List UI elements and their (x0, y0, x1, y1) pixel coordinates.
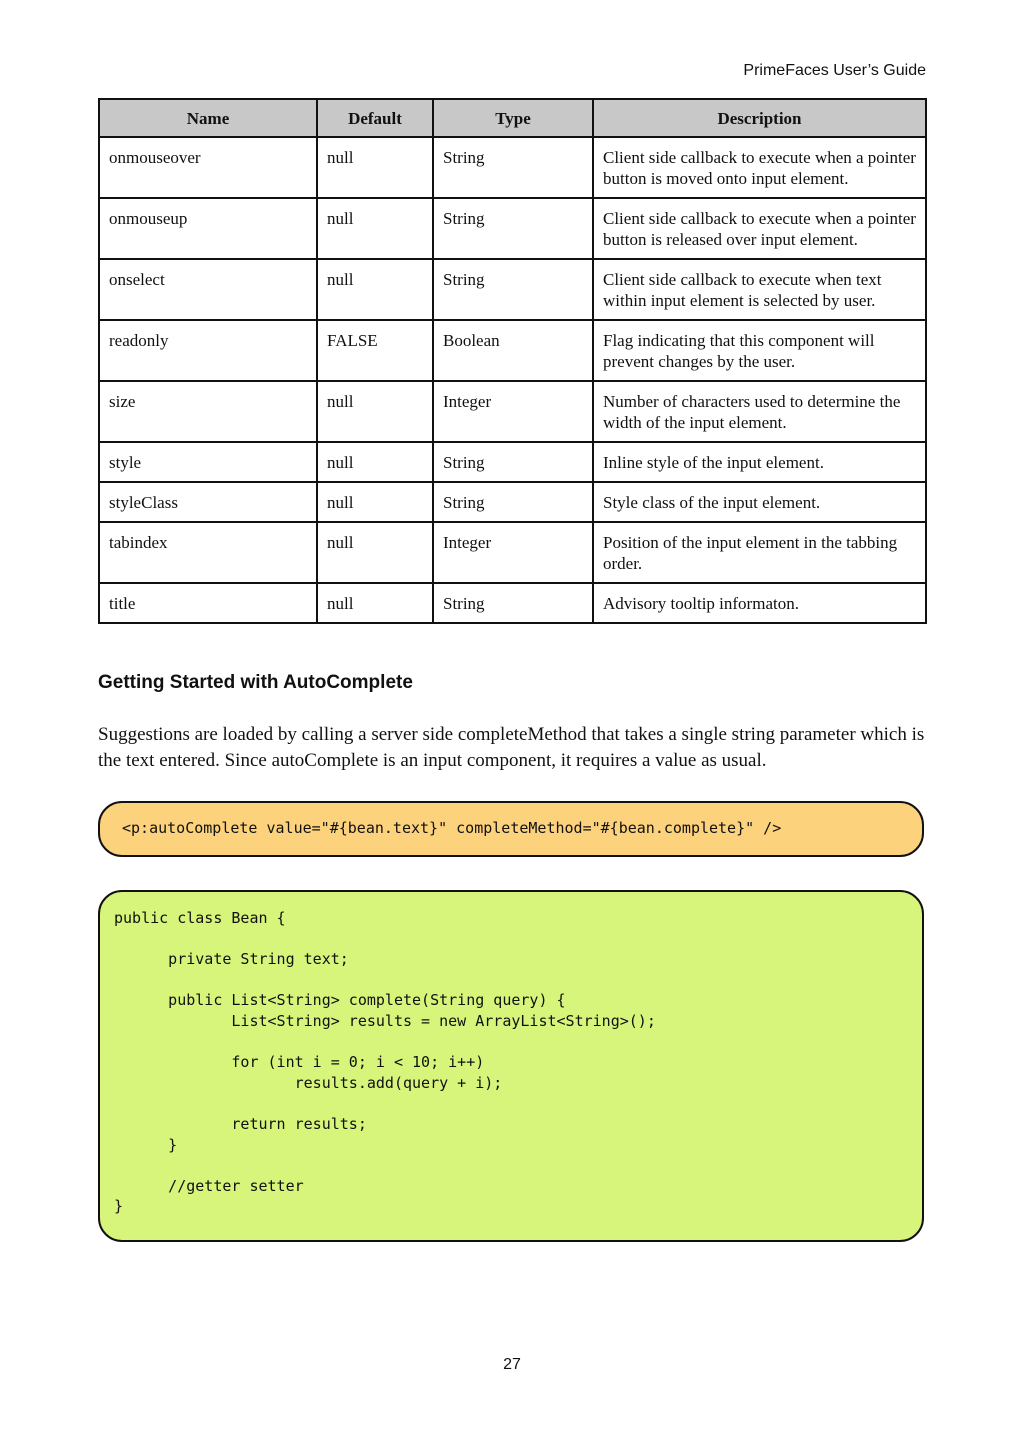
column-header-name: Name (99, 99, 317, 137)
cell-description: Client side callback to execute when text within input element is selected by user. (593, 259, 926, 320)
table-row (99, 583, 926, 623)
column-header-type: Type (433, 99, 593, 137)
attributes-table (98, 98, 927, 624)
cell-default: null (317, 381, 433, 442)
cell-description: Style class of the input element. (593, 482, 926, 522)
running-header: PrimeFaces User’s Guide (743, 62, 926, 79)
code-line: return results; (114, 1114, 367, 1133)
code-line: //getter setter (114, 1176, 304, 1195)
cell-description: Advisory tooltip informaton. (593, 583, 926, 623)
section-heading: Getting Started with AutoComplete (98, 672, 413, 693)
code-line: } (114, 1135, 178, 1154)
cell-description: Flag indicating that this component will prevent changes by the user. (593, 320, 926, 381)
code-line: <p:autoComplete value="#{bean.text}" completeMethod="#{bean.complete}" /> (122, 819, 782, 837)
table-row (99, 522, 926, 583)
cell-type: String (433, 259, 593, 320)
xhtml-code-box (98, 801, 924, 857)
code-line: private String text; (114, 950, 349, 969)
cell-name: onmouseover (99, 137, 317, 198)
table-row (99, 259, 926, 320)
body-paragraph: Suggestions are loaded by calling a server side completeMethod that takes a single string parameter which is the text entered. Since autoComplete is an input component, it requires a value as usual. (98, 724, 925, 771)
cell-type: String (433, 482, 593, 522)
code-line (114, 929, 922, 950)
column-header-default: Default (317, 99, 433, 137)
page-number: 27 (503, 1356, 521, 1373)
code-line: results.add(query + i); (114, 1073, 503, 1092)
cell-description: Position of the input element in the tabbing order. (593, 522, 926, 583)
table-row (99, 137, 926, 198)
cell-description: Client side callback to execute when a pointer button is moved onto input element. (593, 137, 926, 198)
cell-default: null (317, 198, 433, 259)
cell-default: FALSE (317, 320, 433, 381)
cell-description: Inline style of the input element. (593, 442, 926, 482)
cell-default: null (317, 583, 433, 623)
cell-default: null (317, 522, 433, 583)
cell-name: tabindex (99, 522, 317, 583)
cell-type: String (433, 583, 593, 623)
java-code-box (98, 890, 924, 1242)
code-line (114, 1032, 922, 1053)
cell-default: null (317, 442, 433, 482)
cell-name: size (99, 381, 317, 442)
table-row (99, 381, 926, 442)
code-line: } (114, 1197, 124, 1216)
cell-name: readonly (99, 320, 317, 381)
cell-default: null (317, 259, 433, 320)
code-line: public List<String> complete(String query) { (114, 991, 566, 1010)
cell-name: title (99, 583, 317, 623)
code-line (114, 970, 922, 991)
cell-default: null (317, 482, 433, 522)
cell-type: String (433, 442, 593, 482)
cell-description: Client side callback to execute when a pointer button is released over input element. (593, 198, 926, 259)
table-row (99, 198, 926, 259)
table-row (99, 442, 926, 482)
code-line (114, 1155, 922, 1176)
cell-name: styleClass (99, 482, 317, 522)
code-line: List<String> results = new ArrayList<String>(); (114, 1011, 656, 1030)
cell-name: style (99, 442, 317, 482)
cell-type: Integer (433, 522, 593, 583)
table-row (99, 320, 926, 381)
cell-type: String (433, 137, 593, 198)
cell-type: String (433, 198, 593, 259)
cell-name: onselect (99, 259, 317, 320)
cell-type: Integer (433, 381, 593, 442)
code-line: for (int i = 0; i < 10; i++) (114, 1053, 485, 1072)
column-header-description: Description (593, 99, 926, 137)
table-row (99, 482, 926, 522)
code-line: public class Bean { (114, 909, 286, 927)
code-line (114, 1093, 922, 1114)
cell-description: Number of characters used to determine the width of the input element. (593, 381, 926, 442)
table-header-row (99, 99, 926, 137)
cell-default: null (317, 137, 433, 198)
cell-type: Boolean (433, 320, 593, 381)
cell-name: onmouseup (99, 198, 317, 259)
